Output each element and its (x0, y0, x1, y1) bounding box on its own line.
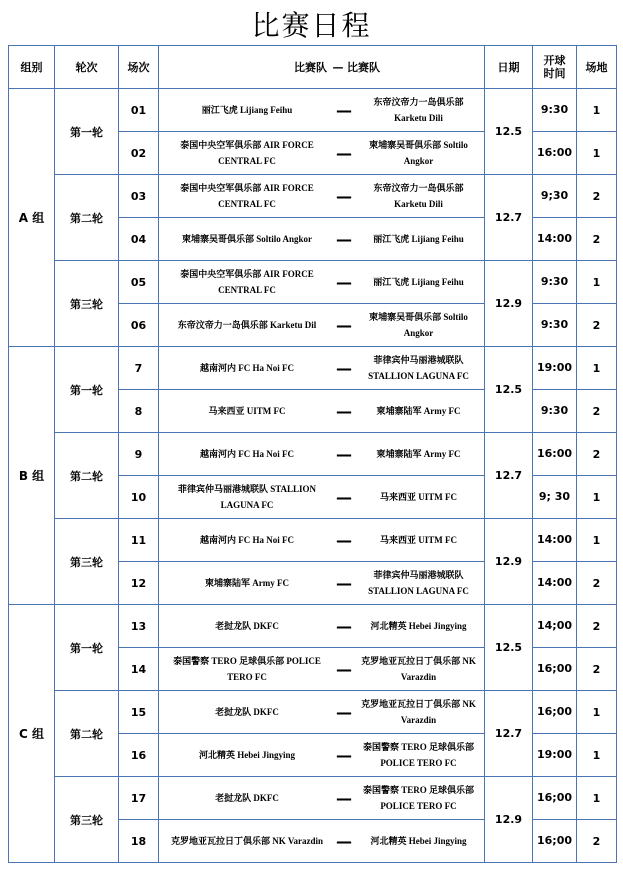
venue-cell: 2 (577, 562, 617, 605)
teams-cell (159, 218, 485, 261)
date-cell: 12.9 (485, 777, 533, 863)
match-number: 13 (119, 605, 159, 648)
kickoff-time: 16:00 (533, 433, 577, 476)
venue-cell: 2 (577, 605, 617, 648)
match-number: 8 (119, 390, 159, 433)
date-cell: 12.7 (485, 175, 533, 261)
match-number: 10 (119, 476, 159, 519)
away-team: 柬埔寨吴哥俱乐部 Soltilo Angkor (369, 312, 468, 338)
teams-cell (159, 347, 485, 390)
versus-dash: — (336, 100, 352, 120)
date-cell: 12.5 (485, 605, 533, 691)
venue-cell: 2 (577, 433, 617, 476)
kickoff-time: 9:30 (533, 89, 577, 132)
match-number: 16 (119, 734, 159, 777)
versus-dash: — (336, 358, 352, 378)
table-row (9, 347, 617, 390)
away-team: 丽江飞虎 Lijiang Feihu (373, 234, 464, 244)
kickoff-time: 14:00 (533, 218, 577, 261)
header-round: 轮次 (55, 46, 119, 89)
round-cell: 第二轮 (55, 691, 119, 777)
round-cell: 第三轮 (55, 777, 119, 863)
kickoff-time: 16;00 (533, 777, 577, 820)
venue-cell: 1 (577, 89, 617, 132)
match-number: 18 (119, 820, 159, 863)
table-row (9, 433, 617, 476)
away-team: 柬埔寨吴哥俱乐部 Soltilo Angkor (369, 140, 468, 166)
away-team: 克罗地亚瓦拉日丁俱乐部 NK Varazdin (361, 699, 476, 725)
home-team: 越南河内 FC Ha Noi FC (200, 363, 294, 373)
teams-cell (159, 777, 485, 820)
table-row (9, 605, 617, 648)
match-number: 01 (119, 89, 159, 132)
date-cell: 12.5 (485, 89, 533, 175)
match-number: 17 (119, 777, 159, 820)
versus-dash: — (336, 487, 352, 507)
table-row (9, 777, 617, 820)
home-team: 老挝龙队 DKFC (215, 621, 279, 631)
kickoff-time: 14;00 (533, 605, 577, 648)
teams-cell (159, 304, 485, 347)
kickoff-time: 16:00 (533, 132, 577, 175)
away-team: 柬埔寨陆军 Army FC (376, 449, 461, 459)
match-number: 7 (119, 347, 159, 390)
versus-dash: — (336, 315, 352, 335)
versus-dash: — (336, 616, 352, 636)
venue-cell: 1 (577, 347, 617, 390)
date-cell: 12.7 (485, 691, 533, 777)
home-team: 马来西亚 UITM FC (208, 406, 286, 416)
group-cell: A 组 (9, 89, 55, 347)
away-team: 东帝汶帝力一岛俱乐部 Karketu Dili (373, 183, 464, 209)
home-team: 泰国中央空军俱乐部 AIR FORCE CENTRAL FC (180, 140, 314, 166)
away-team: 河北精英 Hebei Jingying (370, 836, 467, 846)
away-team: 菲律宾仲马丽港城联队 STALLION LAGUNA FC (368, 570, 469, 596)
teams-cell (159, 734, 485, 777)
header-dash: — (332, 60, 344, 74)
kickoff-time: 9:30 (533, 261, 577, 304)
versus-dash: — (336, 401, 352, 421)
kickoff-time: 9:30 (533, 390, 577, 433)
home-team: 泰国警察 TERO 足球俱乐部 POLICE TERO FC (173, 656, 321, 682)
venue-cell: 1 (577, 777, 617, 820)
header-row (9, 46, 617, 89)
date-cell: 12.7 (485, 433, 533, 519)
kickoff-time: 19:00 (533, 347, 577, 390)
page-title: 比赛日程 (251, 9, 372, 42)
venue-cell: 2 (577, 390, 617, 433)
teams-cell (159, 132, 485, 175)
header-match: 场次 (119, 46, 159, 89)
header-venue: 场地 (577, 46, 617, 89)
home-team: 泰国中央空军俱乐部 AIR FORCE CENTRAL FC (180, 183, 314, 209)
versus-dash: — (336, 745, 352, 765)
away-team: 泰国警察 TERO 足球俱乐部 POLICE TERO FC (362, 742, 474, 768)
schedule-body (9, 89, 617, 863)
table-row (9, 261, 617, 304)
away-team: 泰国警察 TERO 足球俱乐部 POLICE TERO FC (362, 785, 474, 811)
round-cell: 第二轮 (55, 175, 119, 261)
table-row (9, 519, 617, 562)
teams-cell (159, 648, 485, 691)
home-team: 老挝龙队 DKFC (215, 707, 279, 717)
header-teams (159, 46, 485, 89)
home-team: 越南河内 FC Ha Noi FC (200, 535, 294, 545)
match-number: 03 (119, 175, 159, 218)
teams-cell (159, 89, 485, 132)
home-team: 克罗地亚瓦拉日丁俱乐部 NK Varazdin (170, 836, 323, 846)
header-teams-left: 比赛队 (294, 60, 327, 74)
venue-cell: 2 (577, 820, 617, 863)
away-team: 丽江飞虎 Lijiang Feihu (373, 277, 464, 287)
header-teams-right: 比赛队 (347, 60, 380, 74)
away-team: 菲律宾仲马丽港城联队 STALLION LAGUNA FC (368, 355, 469, 381)
teams-cell (159, 476, 485, 519)
versus-dash: — (336, 272, 352, 292)
away-team: 东帝汶帝力一岛俱乐部 Karketu Dili (373, 97, 464, 123)
venue-cell: 1 (577, 132, 617, 175)
venue-cell: 1 (577, 476, 617, 519)
table-row (9, 89, 617, 132)
home-team: 泰国中央空军俱乐部 AIR FORCE CENTRAL FC (180, 269, 314, 295)
kickoff-time: 9:30 (533, 304, 577, 347)
venue-cell: 1 (577, 734, 617, 777)
date-cell: 12.9 (485, 519, 533, 605)
round-cell: 第一轮 (55, 605, 119, 691)
header-kickoff-label: 开球时间 (543, 54, 566, 80)
group-cell: B 组 (9, 347, 55, 605)
versus-dash: — (336, 702, 352, 722)
header-kickoff (533, 46, 577, 89)
venue-cell: 1 (577, 519, 617, 562)
teams-cell (159, 820, 485, 863)
away-team: 柬埔寨陆军 Army FC (376, 406, 461, 416)
versus-dash: — (336, 444, 352, 464)
match-number: 05 (119, 261, 159, 304)
table-row (9, 691, 617, 734)
teams-cell (159, 175, 485, 218)
venue-cell: 1 (577, 691, 617, 734)
teams-cell (159, 390, 485, 433)
home-team: 丽江飞虎 Lijiang Feihu (201, 105, 293, 115)
header-group: 组别 (9, 46, 55, 89)
away-team: 河北精英 Hebei Jingying (370, 621, 467, 631)
home-team: 菲律宾仲马丽港城联队 STALLION LAGUNA FC (177, 484, 317, 510)
teams-cell (159, 691, 485, 734)
match-number: 9 (119, 433, 159, 476)
venue-cell: 2 (577, 175, 617, 218)
versus-dash: — (336, 788, 352, 808)
round-cell: 第一轮 (55, 347, 119, 433)
teams-cell (159, 261, 485, 304)
teams-cell (159, 519, 485, 562)
kickoff-time: 9; 30 (533, 476, 577, 519)
versus-dash: — (336, 530, 352, 550)
venue-cell: 2 (577, 218, 617, 261)
match-number: 14 (119, 648, 159, 691)
schedule-table (8, 45, 617, 863)
match-number: 11 (119, 519, 159, 562)
home-team: 柬埔寨吴哥俱乐部 Soltilo Angkor (181, 234, 312, 244)
table-row (9, 175, 617, 218)
versus-dash: — (336, 659, 352, 679)
match-number: 02 (119, 132, 159, 175)
versus-dash: — (336, 229, 352, 249)
date-cell: 12.5 (485, 347, 533, 433)
round-cell: 第一轮 (55, 89, 119, 175)
group-cell: C 组 (9, 605, 55, 863)
match-number: 04 (119, 218, 159, 261)
versus-dash: — (336, 143, 352, 163)
versus-dash: — (336, 573, 352, 593)
kickoff-time: 14:00 (533, 562, 577, 605)
match-number: 12 (119, 562, 159, 605)
kickoff-time: 16;00 (533, 820, 577, 863)
round-cell: 第二轮 (55, 433, 119, 519)
home-team: 越南河内 FC Ha Noi FC (200, 449, 294, 459)
venue-cell: 1 (577, 261, 617, 304)
kickoff-time: 19:00 (533, 734, 577, 777)
header-date: 日期 (485, 46, 533, 89)
round-cell: 第三轮 (55, 519, 119, 605)
kickoff-time: 16;00 (533, 648, 577, 691)
teams-cell (159, 605, 485, 648)
away-team: 马来西亚 UITM FC (380, 535, 457, 545)
date-cell: 12.9 (485, 261, 533, 347)
teams-cell (159, 562, 485, 605)
home-team: 柬埔寨陆军 Army FC (205, 578, 289, 588)
match-number: 06 (119, 304, 159, 347)
home-team: 河北精英 Hebei Jingying (198, 750, 295, 760)
kickoff-time: 14:00 (533, 519, 577, 562)
match-number: 15 (119, 691, 159, 734)
teams-cell (159, 433, 485, 476)
versus-dash: — (336, 831, 352, 851)
kickoff-time: 9;30 (533, 175, 577, 218)
venue-cell: 2 (577, 304, 617, 347)
home-team: 老挝龙队 DKFC (215, 793, 279, 803)
away-team: 马来西亚 UITM FC (380, 492, 457, 502)
venue-cell: 2 (577, 648, 617, 691)
versus-dash: — (336, 186, 352, 206)
home-team: 东帝汶帝力一岛俱乐部 Karketu Dil (177, 320, 317, 330)
away-team: 克罗地亚瓦拉日丁俱乐部 NK Varazdin (361, 656, 476, 682)
round-cell: 第三轮 (55, 261, 119, 347)
kickoff-time: 16;00 (533, 691, 577, 734)
